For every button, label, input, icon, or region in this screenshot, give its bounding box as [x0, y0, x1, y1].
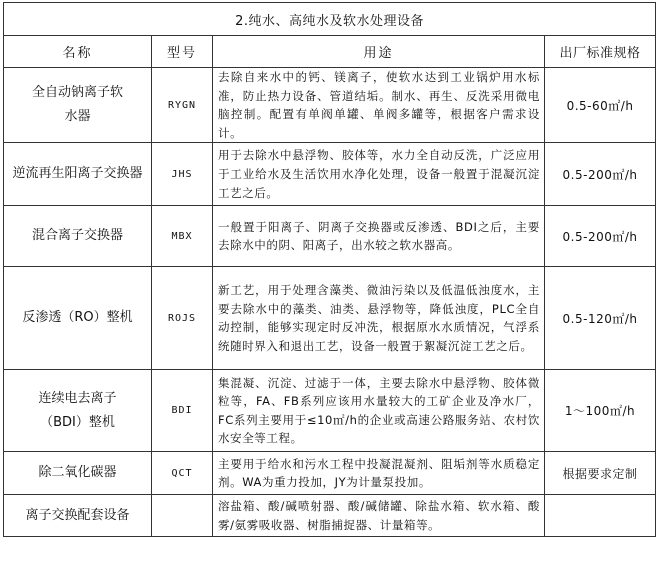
equipment-table [3, 2, 656, 537]
equipment-model: JHS [152, 143, 213, 206]
equipment-usage: 新工艺，用于处理含藻类、微油污染以及低温低浊度水，主要去除水中的藻类、油类、悬浮物等，降低浊度，PLC全自动控制，能够实现定时反冲洗，根据原水水质情况，气浮系统随时界入和退出工艺，设备一般置于絮凝沉淀工艺之后。 [213, 267, 545, 370]
equipment-spec: 1～100㎡/h [545, 370, 656, 452]
equipment-name: 除二氧化碳器 [4, 452, 152, 495]
table-title: 2.纯水、高纯水及软水处理设备 [4, 3, 656, 36]
header-row [4, 36, 656, 68]
equipment-name: 逆流再生阳离子交换器 [4, 143, 152, 206]
equipment-name: 全自动钠离子软水器 [4, 68, 152, 143]
equipment-usage: 去除自来水中的钙、镁离子，使软水达到工业锅炉用水标准，防止热力设备、管道结垢。制水、再生、反洗采用微电脑控制。配置有单阀单罐、单阀多罐等，根据客户需求设计。 [213, 68, 545, 143]
equipment-model: ROJS [152, 267, 213, 370]
equipment-name: 离子交换配套设备 [4, 495, 152, 537]
header-name: 名称 [4, 36, 152, 68]
equipment-usage: 一般置于阳离子、阴离子交换器或反渗透、BDI之后，主要去除水中的阴、阳离子，出水较之软水器高。 [213, 206, 545, 267]
header-spec: 出厂标准规格 [545, 36, 656, 68]
equipment-spec: 0.5-120㎡/h [545, 267, 656, 370]
header-usage: 用途 [213, 36, 545, 68]
equipment-model [152, 495, 213, 537]
equipment-model: QCT [152, 452, 213, 495]
table-row [4, 68, 656, 143]
table-row [4, 370, 656, 452]
equipment-name: 连续电去离子（BDI）整机 [4, 370, 152, 452]
equipment-model: BDI [152, 370, 213, 452]
equipment-spec: 0.5-200㎡/h [545, 206, 656, 267]
table-row [4, 267, 656, 370]
equipment-model: RYGN [152, 68, 213, 143]
table-row [4, 452, 656, 495]
title-row [4, 3, 656, 36]
equipment-usage: 溶盐箱、酸/碱喷射器、酸/碱储罐、除盐水箱、软水箱、酸雾/氨雾吸收器、树脂捕捉器、计量箱等。 [213, 495, 545, 537]
equipment-spec: 0.5-60㎡/h [545, 68, 656, 143]
table-row [4, 495, 656, 537]
equipment-spec: 根据要求定制 [545, 452, 656, 495]
equipment-usage: 集混凝、沉淀、过滤于一体，主要去除水中悬浮物、胶体微粒等，FA、FB系列应该用水量较大的工矿企业及净水厂，FC系列主要用于≤10㎡/h的企业或高速公路服务站、农村饮水安全等工程。 [213, 370, 545, 452]
table-row [4, 206, 656, 267]
equipment-model: MBX [152, 206, 213, 267]
equipment-spec: 0.5-200㎡/h [545, 143, 656, 206]
equipment-name: 反渗透（RO）整机 [4, 267, 152, 370]
table-row [4, 143, 656, 206]
equipment-spec [545, 495, 656, 537]
equipment-usage: 用于去除水中悬浮物、胶体等，水力全自动反洗，广泛应用于工业给水及生活饮用水净化处理，设备一般置于混凝沉淀工艺之后。 [213, 143, 545, 206]
equipment-usage: 主要用于给水和污水工程中投凝混凝剂、阻垢剂等水质稳定剂。WA为重力投加，JY为计量泵投加。 [213, 452, 545, 495]
header-model: 型号 [152, 36, 213, 68]
equipment-name: 混合离子交换器 [4, 206, 152, 267]
